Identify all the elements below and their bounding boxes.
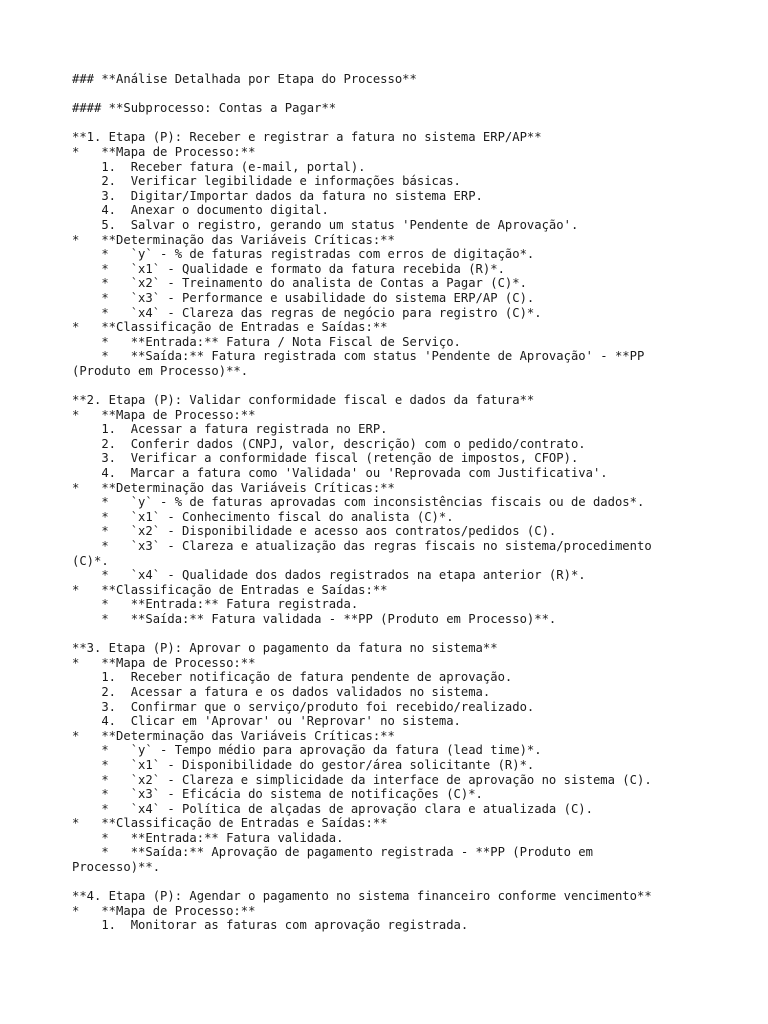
blank-line (72, 627, 768, 642)
text-line: * **Classificação de Entradas e Saídas:** (72, 816, 388, 831)
text-line: 2. Conferir dados (CNPJ, valor, descrição) com o pedido/contrato. (72, 436, 586, 451)
text-line: 2. Verificar legibilidade e informações básicas. (72, 174, 461, 189)
text-line: 1. Acessar a fatura registrada no ERP. (72, 422, 388, 437)
text-line: 5. Salvar o registro, gerando um status 'Pendente de Aprovação'. (72, 217, 579, 232)
text-line: 4. Clicar em 'Aprovar' ou 'Reprovar' no sistema. (72, 714, 461, 729)
text-line: * **Mapa de Processo:** (72, 655, 256, 670)
blank-line (72, 87, 768, 102)
text-line: * `x4` - Política de alçadas de aprovação clara e atualizada (C). (72, 801, 593, 816)
text-line: **1. Etapa (P): Receber e registrar a fatura no sistema ERP/AP** (72, 130, 542, 145)
text-line: (Produto em Processo)**. (72, 363, 249, 378)
text-line: 3. Verificar a conformidade fiscal (retenção de impostos, CFOP). (72, 451, 579, 466)
text-line: * **Saída:** Aprovação de pagamento registrada - **PP (Produto em (72, 845, 593, 860)
text-line: * **Mapa de Processo:** (72, 144, 256, 159)
text-line: 3. Digitar/Importar dados da fatura no sistema ERP. (72, 188, 483, 203)
text-line: * **Saída:** Fatura registrada com status 'Pendente de Aprovação' - **PP (72, 349, 645, 364)
text-line: ### **Análise Detalhada por Etapa do Processo** (72, 72, 417, 86)
text-line: (C)*. (72, 553, 109, 568)
blank-line (72, 116, 768, 131)
text-line: * `y` - Tempo médio para aprovação da fatura (lead time)*. (72, 743, 542, 758)
text-line: * `x1` - Conhecimento fiscal do analista (C)*. (72, 509, 454, 524)
text-line: * `x3` - Eficácia do sistema de notificações (C)*. (72, 787, 483, 802)
text-line: **2. Etapa (P): Validar conformidade fiscal e dados da fatura** (72, 393, 535, 408)
text-line: * **Determinação das Variáveis Críticas:** (72, 728, 395, 743)
text-line: * **Entrada:** Fatura / Nota Fiscal de Serviço. (72, 334, 461, 349)
blank-line (72, 875, 768, 890)
text-line: * `y` - % de faturas registradas com erros de digitação*. (72, 247, 535, 262)
document-text (72, 72, 768, 933)
text-line: 4. Anexar o documento digital. (72, 203, 329, 218)
text-line: * **Determinação das Variáveis Críticas:** (72, 480, 395, 495)
text-line: * **Mapa de Processo:** (72, 407, 256, 422)
text-line: * **Entrada:** Fatura registrada. (72, 597, 359, 612)
text-line: * `x4` - Clareza das regras de negócio para registro (C)*. (72, 305, 542, 320)
text-line: 4. Marcar a fatura como 'Validada' ou 'Reprovada com Justificativa'. (72, 466, 608, 481)
text-line: **4. Etapa (P): Agendar o pagamento no sistema financeiro conforme vencimento** (72, 889, 652, 904)
text-line: * `x3` - Performance e usabilidade do sistema ERP/AP (C). (72, 290, 535, 305)
text-line: * **Determinação das Variáveis Críticas:** (72, 232, 395, 247)
text-line: * **Classificação de Entradas e Saídas:** (72, 320, 388, 335)
text-line: * `x2` - Disponibilidade e acesso aos contratos/pedidos (C). (72, 524, 557, 539)
text-line: * `x1` - Qualidade e formato da fatura recebida (R)*. (72, 261, 505, 276)
text-line: * **Mapa de Processo:** (72, 903, 256, 918)
text-line: **3. Etapa (P): Aprovar o pagamento da fatura no sistema** (72, 641, 498, 656)
text-line: * **Saída:** Fatura validada - **PP (Produto em Processo)**. (72, 611, 557, 626)
text-line: 1. Receber fatura (e-mail, portal). (72, 159, 366, 174)
text-line: #### **Subprocesso: Contas a Pagar** (72, 101, 337, 116)
text-line: * `x1` - Disponibilidade do gestor/área solicitante (R)*. (72, 757, 535, 772)
text-line: * `x2` - Treinamento do analista de Contas a Pagar (C)*. (72, 276, 527, 291)
text-line: * **Classificação de Entradas e Saídas:** (72, 582, 388, 597)
text-line: 1. Receber notificação de fatura pendente de aprovação. (72, 670, 513, 685)
text-line: * `x2` - Clareza e simplicidade da interface de aprovação no sistema (C). (72, 772, 652, 787)
text-line: * `y` - % de faturas aprovadas com inconsistências fiscais ou de dados*. (72, 495, 645, 510)
text-line: Processo)**. (72, 860, 161, 875)
text-line: * **Entrada:** Fatura validada. (72, 830, 344, 845)
text-line: 2. Acessar a fatura e os dados validados no sistema. (72, 684, 491, 699)
text-line: 1. Monitorar as faturas com aprovação registrada. (72, 918, 469, 933)
text-line: * `x4` - Qualidade dos dados registrados na etapa anterior (R)*. (72, 568, 586, 583)
text-line: * `x3` - Clareza e atualização das regras fiscais no sistema/procedimento (72, 539, 652, 553)
text-line: 3. Confirmar que o serviço/produto foi recebido/realizado. (72, 699, 535, 714)
blank-line (72, 378, 768, 393)
